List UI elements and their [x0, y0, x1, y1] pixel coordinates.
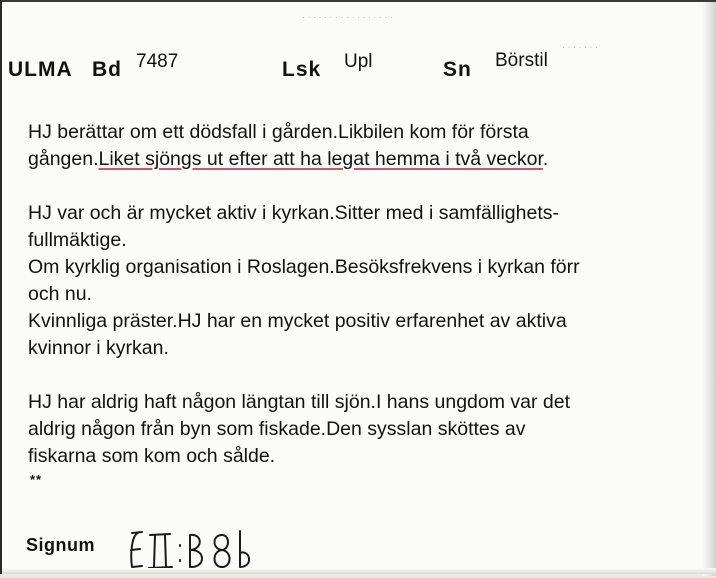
province-value: Upl [344, 51, 373, 72]
text-line: fiskarna som kom och sålde. [28, 445, 276, 467]
card-edge-shadow [702, 2, 716, 576]
text-line: och nu. [28, 283, 92, 305]
text-line: HJ var och är mycket aktiv i kyrkan.Sitter med i samfällighets- [28, 202, 559, 224]
paragraph-church-activity [28, 200, 698, 362]
bleed-through-text: · · · · · · · [562, 42, 598, 52]
text-line: fullmäktige. [28, 229, 127, 251]
volume-value: 7487 [136, 51, 179, 72]
province-label: Lsk [282, 58, 322, 81]
text-line: Om kyrklig organisation i Roslagen.Besöksfrekvens i kyrkan förr [28, 256, 580, 278]
text-line [28, 146, 698, 173]
text-line: Kvinnliga präster.HJ har en mycket positiv erfarenhet av aktiva [28, 310, 567, 332]
text-line: HJ har aldrig haft någon längtan till sjön.I hans ungdom var det [28, 391, 571, 413]
signum-label: Signum [26, 535, 95, 555]
text-line: kvinnor i kyrkan. [28, 337, 169, 359]
text-segment: . [542, 148, 549, 170]
parish-label: Sn [443, 58, 472, 81]
bleed-through-text: · · · · · · · · · · · · · · · · · [302, 12, 393, 22]
end-mark: ** [30, 472, 43, 487]
text-line: aldrig någon från byn som fiskade.Den sysslan sköttes av [28, 418, 526, 440]
underlined-text: Liket sjöngs ut efter att ha legat hemma i två veckor [98, 148, 543, 170]
archive-label: ULMA [8, 58, 73, 81]
handwriting-signature [122, 523, 262, 573]
paragraph-sea-longing [28, 389, 698, 470]
text-line: HJ berättar om ett dödsfall i gården.Likbilen kom för första [28, 121, 529, 143]
parish-value: Börstil [495, 50, 548, 71]
paragraph-death-in-farm [28, 119, 698, 173]
card-edge-shadow [2, 568, 716, 574]
volume-label: Bd [92, 58, 122, 81]
text-segment: gången. [28, 148, 99, 170]
signum-handwritten-value [122, 523, 262, 573]
